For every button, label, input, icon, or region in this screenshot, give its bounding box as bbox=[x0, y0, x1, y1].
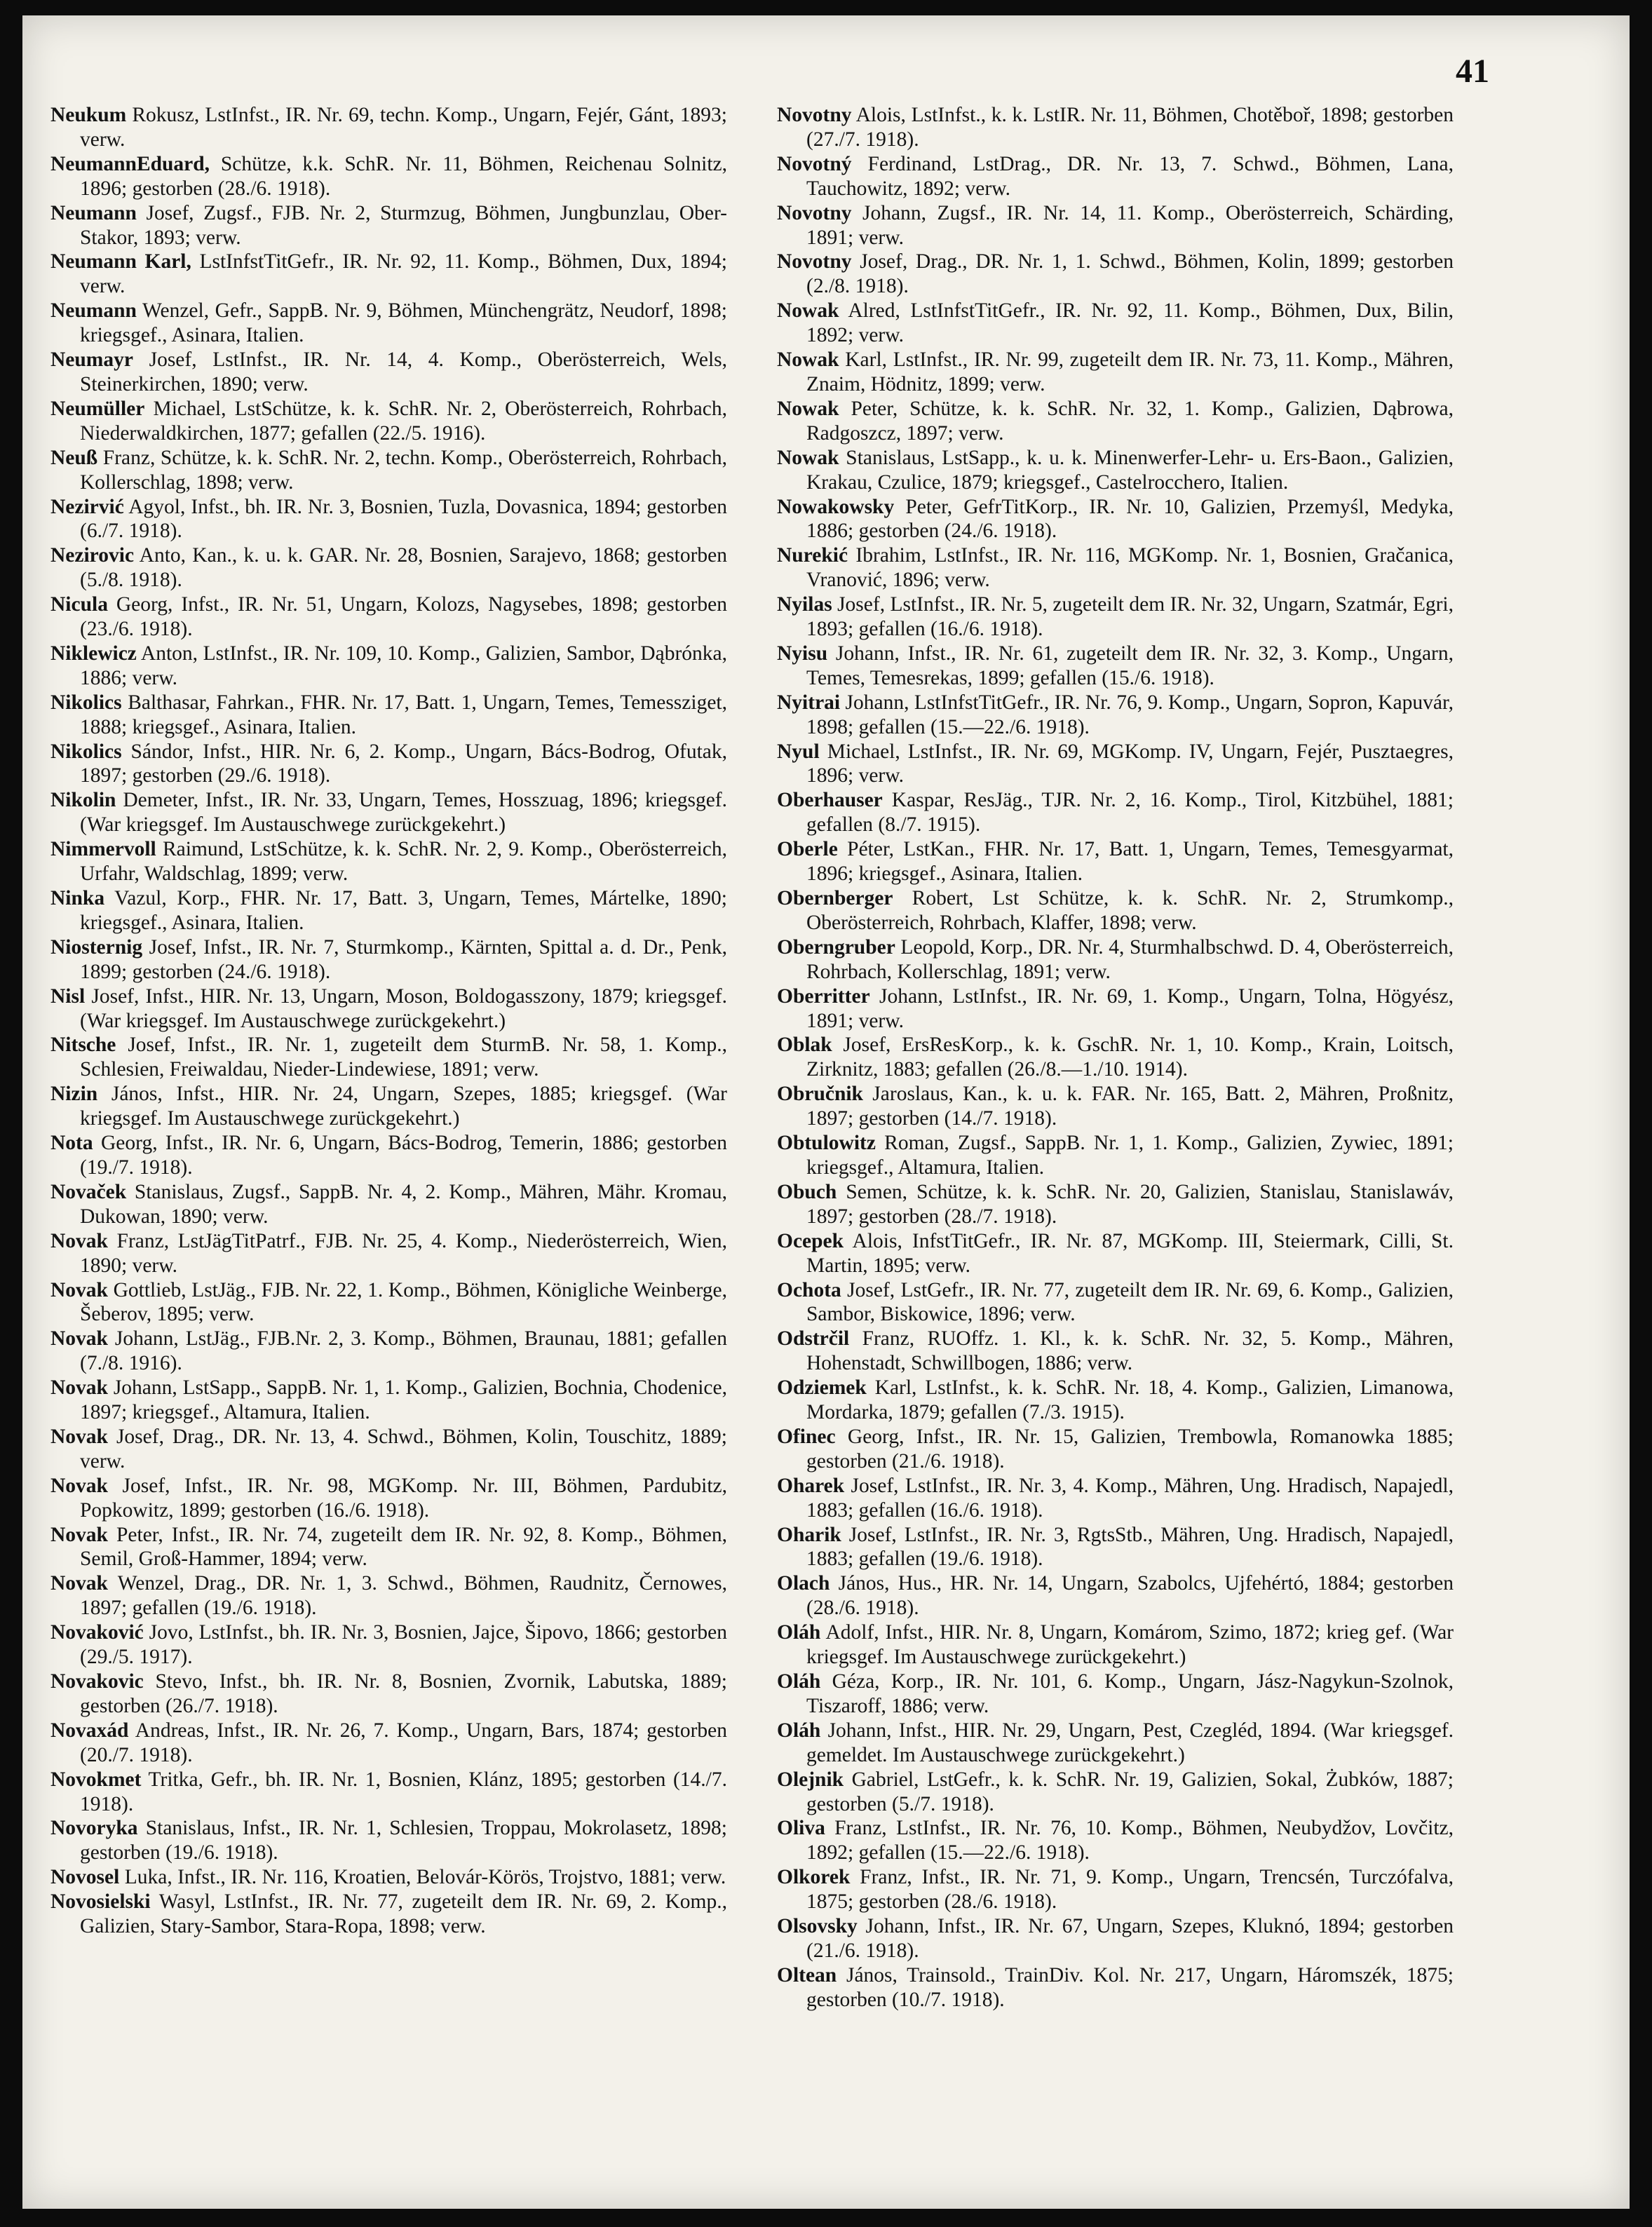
entry-surname: Nitsche bbox=[50, 1034, 116, 1057]
entry-details: Demeter, Infst., IR. Nr. 33, Ungarn, Temes, Hosszuag, 1896; kriegsgef. (War kriegsgef. Im Austauschwege zurückgekehrt.) bbox=[80, 789, 727, 837]
entry-details: Géza, Korp., IR. Nr. 101, 6. Komp., Ungarn, Jász-Nagykun-Szolnok, Tiszaroff, 1886; verw. bbox=[806, 1670, 1454, 1717]
list-entry bbox=[50, 691, 727, 740]
entry-surname: Nezirvić bbox=[50, 495, 124, 518]
list-entry bbox=[50, 837, 727, 886]
list-entry bbox=[777, 740, 1454, 789]
entry-details: Tritka, Gefr., bh. IR. Nr. 1, Bosnien, Klánz, 1895; gestorben (14./7. 1918). bbox=[80, 1768, 727, 1815]
entry-details: Josef, LstGefr., IR. Nr. 77, zugeteilt dem IR. Nr. 69, 6. Komp., Galizien, Sambor, Biskowice, 1896; verw. bbox=[806, 1278, 1454, 1326]
list-entry bbox=[777, 1914, 1454, 1963]
entry-surname: Novakovic bbox=[50, 1670, 144, 1693]
entry-surname: Nikolin bbox=[50, 789, 116, 812]
entry-details: Adolf, Infst., HIR. Nr. 8, Ungarn, Komárom, Szimo, 1872; krieg gef. (War kriegsgef. Im Austauschwege zurückgekehrt.) bbox=[806, 1621, 1454, 1669]
list-entry bbox=[50, 299, 727, 348]
entry-details: Josef, Infst., HIR. Nr. 13, Ungarn, Moson, Boldogasszony, 1879; kriegsgef. (War kriegsgef. Im Austauschwege zurückgekehrt.) bbox=[80, 984, 727, 1032]
list-entry bbox=[777, 1523, 1454, 1572]
entry-details: Semen, Schütze, k. k. SchR. Nr. 20, Galizien, Stanislau, Stanislawáv, 1897; gestorben (28./7. 1918). bbox=[806, 1180, 1454, 1228]
list-entry bbox=[50, 788, 727, 837]
entry-details: Georg, Infst., IR. Nr. 15, Galizien, Trembowla, Romanowka 1885; gestorben (21./6. 1918). bbox=[806, 1425, 1454, 1473]
entry-surname: Odziemek bbox=[777, 1376, 867, 1400]
list-entry bbox=[50, 1033, 727, 1082]
list-entry bbox=[777, 1963, 1454, 2012]
entry-surname: Niklewicz bbox=[50, 642, 137, 665]
entry-surname: Oberritter bbox=[777, 984, 870, 1008]
list-entry bbox=[50, 1719, 727, 1768]
entry-details: Kaspar, ResJäg., TJR. Nr. 2, 16. Komp., Tirol, Kitzbühel, 1881; gefallen (8./7. 1915). bbox=[806, 789, 1454, 837]
list-entry bbox=[50, 1425, 727, 1474]
entry-surname: Nyilas bbox=[777, 593, 832, 616]
entry-surname: Novaxád bbox=[50, 1719, 129, 1742]
entry-details: Franz, Infst., IR. Nr. 71, 9. Komp., Ungarn, Trencsén, Turczófalva, 1875; gestorben (28./6. 1918). bbox=[806, 1866, 1454, 1914]
list-entry bbox=[50, 1620, 727, 1670]
entry-surname: Novak bbox=[50, 1376, 108, 1400]
entry-surname: Oliva bbox=[777, 1817, 825, 1840]
list-entry bbox=[777, 593, 1454, 642]
list-entry bbox=[777, 1425, 1454, 1474]
list-entry bbox=[777, 1571, 1454, 1620]
list-entry bbox=[777, 1278, 1454, 1327]
entry-surname: Nowak bbox=[777, 348, 839, 372]
entry-surname: Niosternig bbox=[50, 935, 143, 959]
entry-surname: Ofinec bbox=[777, 1425, 836, 1448]
entry-details: Josef, Drag., DR. Nr. 13, 4. Schwd., Böhmen, Kolin, Touschitz, 1889; verw. bbox=[80, 1425, 727, 1473]
list-entry bbox=[50, 1523, 727, 1572]
list-entry bbox=[50, 1768, 727, 1817]
entry-surname: Nota bbox=[50, 1132, 93, 1155]
entry-details: Josef, Infst., IR. Nr. 98, MGKomp. Nr. III, Böhmen, Pardubitz, Popkowitz, 1899; gestorben (16./6. 1918). bbox=[80, 1474, 727, 1522]
list-entry bbox=[777, 984, 1454, 1034]
entry-surname: Obuch bbox=[777, 1180, 837, 1203]
list-entry bbox=[50, 1474, 727, 1523]
list-entry bbox=[50, 1376, 727, 1425]
list-entry bbox=[50, 397, 727, 446]
entry-details: Josef, Infst., IR. Nr. 7, Sturmkomp., Kärnten, Spittal a. d. Dr., Penk, 1899; gestorben (24./6. 1918). bbox=[80, 935, 727, 983]
entry-surname: Oláh bbox=[777, 1621, 821, 1644]
list-entry bbox=[50, 1278, 727, 1327]
entry-surname: Obručnik bbox=[777, 1083, 863, 1106]
entry-surname: Neumüller bbox=[50, 397, 145, 420]
list-entry bbox=[50, 984, 727, 1034]
list-entry bbox=[777, 1082, 1454, 1131]
entry-surname: Novosielski bbox=[50, 1890, 151, 1914]
list-entry bbox=[777, 1474, 1454, 1523]
entry-surname: Nikolics bbox=[50, 740, 122, 763]
list-entry bbox=[50, 1890, 727, 1939]
entry-surname: Olejnik bbox=[777, 1768, 844, 1791]
entry-surname: Novotny bbox=[777, 104, 852, 126]
entry-details: Franz, LstJägTitPatrf., FJB. Nr. 25, 4. Komp., Niederösterreich, Wien, 1890; verw. bbox=[80, 1229, 727, 1277]
list-entry bbox=[777, 397, 1454, 446]
entry-details: Stanislaus, Zugsf., SappB. Nr. 4, 2. Komp., Mähren, Mähr. Kromau, Dukowan, 1890; verw. bbox=[80, 1180, 727, 1228]
entry-surname: Obtulowitz bbox=[777, 1132, 876, 1155]
entry-surname: Neumann bbox=[50, 201, 137, 224]
entry-details: Josef, Drag., DR. Nr. 1, 1. Schwd., Böhmen, Kolin, 1899; gestorben (2./8. 1918). bbox=[806, 250, 1454, 298]
entry-surname: Nicula bbox=[50, 593, 108, 616]
entry-surname: Neumann bbox=[50, 299, 137, 323]
entry-details: Peter, Schütze, k. k. SchR. Nr. 32, 1. Komp., Galizien, Dąbrowa, Radgoszcz, 1897; verw. bbox=[806, 397, 1454, 445]
list-entry bbox=[50, 103, 727, 152]
list-entry bbox=[50, 1670, 727, 1719]
list-entry bbox=[50, 250, 727, 299]
entry-details: János, Infst., HIR. Nr. 24, Ungarn, Szepes, 1885; kriegsgef. (War kriegsgef. Im Austauschwege zurückgekehrt.) bbox=[80, 1083, 727, 1130]
entry-surname: Obernberger bbox=[777, 887, 893, 909]
entry-details: János, Trainsold., TrainDiv. Kol. Nr. 217, Ungarn, Háromszék, 1875; gestorben (10./7. 1918). bbox=[806, 1963, 1454, 2011]
entry-details: Vazul, Korp., FHR. Nr. 17, Batt. 3, Ungarn, Temes, Mártelke, 1890; kriegsgef., Asinara, Italien. bbox=[80, 887, 727, 934]
list-entry bbox=[777, 543, 1454, 593]
entry-surname: Ocepek bbox=[777, 1229, 844, 1252]
entry-surname: Oltean bbox=[777, 1963, 837, 1986]
entry-surname: Nowak bbox=[777, 397, 839, 420]
entry-details: Johann, LstJäg., FJB.Nr. 2, 3. Komp., Böhmen, Braunau, 1881; gefallen (7./8. 1916). bbox=[80, 1327, 727, 1375]
entry-surname: Novosel bbox=[50, 1866, 120, 1889]
entry-details: Karl, LstInfst., IR. Nr. 99, zugeteilt dem IR. Nr. 73, 11. Komp., Mähren, Znaim, Hödnitz, 1899; verw. bbox=[806, 348, 1454, 395]
entry-details: Michael, LstSchütze, k. k. SchR. Nr. 2, Oberösterreich, Rohrbach, Niederwaldkirchen, 1877; gefallen (22./5. 1916). bbox=[80, 397, 727, 445]
entry-surname: Neuß bbox=[50, 446, 98, 469]
list-entry bbox=[50, 1082, 727, 1131]
entry-surname: Nezirovic bbox=[50, 544, 135, 567]
entry-details: Georg, Infst., IR. Nr. 6, Ungarn, Bács-Bodrog, Temerin, 1886; gestorben (19./7. 1918). bbox=[80, 1132, 727, 1179]
list-entry bbox=[50, 1865, 727, 1890]
entry-details: Johann, Zugsf., IR. Nr. 14, 11. Komp., Oberösterreich, Schärding, 1891; verw. bbox=[806, 201, 1454, 249]
entry-details: Anton, LstInfst., IR. Nr. 109, 10. Komp., Galizien, Sambor, Dąbrónka, 1886; verw. bbox=[80, 642, 727, 689]
list-entry bbox=[777, 1131, 1454, 1180]
entry-surname: Novaček bbox=[50, 1180, 127, 1203]
entry-surname: Nyitrai bbox=[777, 691, 841, 714]
entry-details: Michael, LstInfst., IR. Nr. 69, MGKomp. IV, Ungarn, Fejér, Pusztaegres, 1896; verw. bbox=[806, 740, 1454, 787]
entry-surname: Oberle bbox=[777, 838, 838, 861]
entry-details: Josef, Zugsf., FJB. Nr. 2, Sturmzug, Böhmen, Jungbunzlau, Ober-Stakor, 1893; verw. bbox=[80, 201, 727, 249]
list-entry bbox=[777, 299, 1454, 348]
entry-surname: Oláh bbox=[777, 1670, 821, 1693]
list-entry bbox=[777, 495, 1454, 544]
entry-details: Peter, Infst., IR. Nr. 74, zugeteilt dem IR. Nr. 92, 8. Komp., Böhmen, Semil, Groß-Hammer, 1894; verw. bbox=[80, 1523, 727, 1571]
entry-surname: Olsovsky bbox=[777, 1915, 858, 1938]
entry-surname: Nowak bbox=[777, 299, 839, 323]
entry-details: Josef, LstInfst., IR. Nr. 3, RgtsStb., Mähren, Ung. Hradisch, Napajedl, 1883; gefallen (19./6. 1918). bbox=[806, 1523, 1454, 1571]
entry-surname: Novak bbox=[50, 1278, 108, 1301]
entry-details: Alois, InfstTitGefr., IR. Nr. 87, MGKomp. III, Steiermark, Cilli, St. Martin, 1895; verw. bbox=[806, 1229, 1454, 1277]
entry-details: Johann, Infst., IR. Nr. 61, zugeteilt dem IR. Nr. 32, 3. Komp., Ungarn, Temes, Temesrekas, 1899; gefallen (15./6. 1918). bbox=[806, 642, 1454, 689]
entry-surname: Nisl bbox=[50, 984, 86, 1008]
entry-surname: Oberhauser bbox=[777, 789, 883, 812]
page-number: 41 bbox=[1456, 53, 1489, 90]
list-entry bbox=[777, 837, 1454, 886]
entry-surname: Novak bbox=[50, 1229, 108, 1252]
entry-surname: Novak bbox=[50, 1327, 108, 1351]
right-column bbox=[777, 103, 1454, 2012]
list-entry bbox=[50, 1327, 727, 1376]
entry-surname: Nimmervoll bbox=[50, 838, 156, 861]
entry-details: Raimund, LstSchütze, k. k. SchR. Nr. 2, 9. Komp., Oberösterreich, Urfahr, Waldschlag, 1899; verw. bbox=[80, 838, 727, 886]
list-entry bbox=[777, 201, 1454, 250]
entry-surname: Neumann Karl, bbox=[50, 250, 191, 273]
entry-surname: Oharik bbox=[777, 1523, 841, 1546]
list-entry bbox=[777, 1033, 1454, 1082]
entry-details: Peter, GefrTitKorp., IR. Nr. 10, Galizien, Przemyśl, Medyka, 1886; gestorben (24./6. 1918). bbox=[806, 495, 1454, 543]
entry-details: Anto, Kan., k. u. k. GAR. Nr. 28, Bosnien, Sarajevo, 1868; gestorben (5./8. 1918). bbox=[80, 544, 727, 592]
list-entry bbox=[777, 152, 1454, 201]
list-entry bbox=[777, 1229, 1454, 1278]
entry-details: Stanislaus, Infst., IR. Nr. 1, Schlesien, Troppau, Mokrolasetz, 1898; gestorben (19./6. 1918). bbox=[80, 1817, 727, 1864]
list-entry bbox=[777, 1620, 1454, 1670]
entry-details: Alred, LstInfstTitGefr., IR. Nr. 92, 11. Komp., Böhmen, Dux, Bilin, 1892; verw. bbox=[806, 299, 1454, 347]
entry-details: Gabriel, LstGefr., k. k. SchR. Nr. 19, Galizien, Sokal, Żubków, 1887; gestorben (5./7. 1918). bbox=[806, 1768, 1454, 1815]
list-entry bbox=[777, 642, 1454, 691]
entry-surname: Novak bbox=[50, 1425, 108, 1448]
list-entry bbox=[777, 348, 1454, 397]
entry-details: Robert, Lst Schütze, k. k. SchR. Nr. 2, Strumkomp., Oberösterreich, Rohrbach, Klaffer, 1898; verw. bbox=[806, 887, 1454, 934]
document-page bbox=[22, 15, 1630, 2209]
list-entry bbox=[777, 1865, 1454, 1914]
entry-details: Wasyl, LstInfst., IR. Nr. 77, zugeteilt dem IR. Nr. 69, 2. Komp., Galizien, Stary-Sambor, Stara-Ropa, 1898; verw. bbox=[80, 1890, 727, 1938]
entry-details: Josef, ErsResKorp., k. k. GschR. Nr. 1, 10. Komp., Krain, Loitsch, Zirknitz, 1883; gefallen (26./8.—1./10. 1914). bbox=[806, 1034, 1454, 1081]
entry-surname: Novotný bbox=[777, 152, 852, 175]
entry-details: Franz, LstInfst., IR. Nr. 76, 10. Komp., Böhmen, Neubydžov, Lovčitz, 1892; gefallen (15.—22./6. 1918). bbox=[806, 1817, 1454, 1864]
entry-details: Schütze, k.k. SchR. Nr. 11, Böhmen, Reichenau Solnitz, 1896; gestorben (28./6. 1918). bbox=[80, 152, 727, 200]
list-entry bbox=[777, 935, 1454, 984]
list-entry bbox=[777, 1719, 1454, 1768]
entry-details: Franz, Schütze, k. k. SchR. Nr. 2, techn. Komp., Oberösterreich, Rohrbach, Kollerschlag, 1898; verw. bbox=[80, 446, 727, 494]
entry-surname: Nikolics bbox=[50, 691, 122, 714]
list-entry bbox=[50, 201, 727, 250]
list-entry bbox=[50, 642, 727, 691]
left-column bbox=[50, 103, 727, 1939]
entry-surname: Novokmet bbox=[50, 1768, 142, 1791]
entry-surname: Oberngruber bbox=[777, 935, 895, 959]
entry-surname: NeumannEduard, bbox=[50, 152, 210, 175]
entry-details: Luka, Infst., IR. Nr. 116, Kroatien, Belovár-Körös, Trojstvo, 1881; verw. bbox=[119, 1866, 726, 1889]
entry-details: LstInfstTitGefr., IR. Nr. 92, 11. Komp., Böhmen, Dux, 1894; verw. bbox=[80, 250, 727, 298]
list-entry bbox=[777, 1376, 1454, 1425]
entry-details: Stevo, Infst., bh. IR. Nr. 8, Bosnien, Zvornik, Labutska, 1889; gestorben (26./7. 1918). bbox=[80, 1670, 727, 1717]
list-entry bbox=[777, 1180, 1454, 1229]
entry-details: Ibrahim, LstInfst., IR. Nr. 116, MGKomp. Nr. 1, Bosnien, Gračanica, Vranović, 1896; verw. bbox=[806, 544, 1454, 592]
entry-details: Balthasar, Fahrkan., FHR. Nr. 17, Batt. 1, Ungarn, Temes, Temessziget, 1888; kriegsgef., Asinara, Italien. bbox=[80, 691, 727, 738]
entry-details: Johann, LstInfst., IR. Nr. 69, 1. Komp., Ungarn, Tolna, Högyész, 1891; verw. bbox=[806, 984, 1454, 1032]
entry-surname: Novoryka bbox=[50, 1817, 138, 1840]
list-entry bbox=[50, 543, 727, 593]
list-entry bbox=[50, 495, 727, 544]
list-entry bbox=[777, 103, 1454, 152]
entry-details: Jaroslaus, Kan., k. u. k. FAR. Nr. 165, Batt. 2, Mähren, Proßnitz, 1897; gestorben (14./7. 1918). bbox=[806, 1083, 1454, 1130]
entry-surname: Olach bbox=[777, 1572, 830, 1595]
list-entry bbox=[777, 886, 1454, 935]
list-entry bbox=[777, 250, 1454, 299]
entry-details: Georg, Infst., IR. Nr. 51, Ungarn, Kolozs, Nagysebes, 1898; gestorben (23./6. 1918). bbox=[80, 593, 727, 641]
entry-details: Johann, Infst., IR. Nr. 67, Ungarn, Szepes, Kluknó, 1894; gestorben (21./6. 1918). bbox=[806, 1915, 1454, 1962]
entry-surname: Novotny bbox=[777, 201, 852, 224]
list-entry bbox=[777, 788, 1454, 837]
entry-surname: Nyul bbox=[777, 740, 820, 763]
list-entry bbox=[50, 886, 727, 935]
entry-surname: Odstrčil bbox=[777, 1327, 850, 1351]
list-entry bbox=[50, 1816, 727, 1865]
list-entry bbox=[50, 1180, 727, 1229]
entry-details: Ferdinand, LstDrag., DR. Nr. 13, 7. Schwd., Böhmen, Lana, Tauchowitz, 1892; verw. bbox=[806, 152, 1454, 200]
entry-details: Roman, Zugsf., SappB. Nr. 1, 1. Komp., Galizien, Zywiec, 1891; kriegsgef., Altamura, Italien. bbox=[806, 1132, 1454, 1179]
list-entry bbox=[50, 1229, 727, 1278]
entry-surname: Neumayr bbox=[50, 348, 133, 372]
entry-surname: Nowak bbox=[777, 446, 839, 469]
list-entry bbox=[777, 691, 1454, 740]
entry-surname: Novak bbox=[50, 1523, 108, 1546]
entry-details: Alois, LstInfst., k. k. LstIR. Nr. 11, Böhmen, Chotěboř, 1898; gestorben (27./7. 1918). bbox=[806, 104, 1454, 151]
list-entry bbox=[50, 935, 727, 984]
entry-surname: Novak bbox=[50, 1474, 108, 1497]
entry-details: Rokusz, LstInfst., IR. Nr. 69, techn. Komp., Ungarn, Fejér, Gánt, 1893; verw. bbox=[80, 104, 727, 151]
list-entry bbox=[50, 593, 727, 642]
entry-details: Jovo, LstInfst., bh. IR. Nr. 3, Bosnien, Jajce, Šipovo, 1866; gestorben (29./5. 1917). bbox=[80, 1621, 727, 1669]
entry-details: Josef, LstInfst., IR. Nr. 5, zugeteilt dem IR. Nr. 32, Ungarn, Szatmár, Egri, 1893; gefallen (16./6. 1918). bbox=[806, 593, 1454, 641]
entry-surname: Oblak bbox=[777, 1034, 832, 1057]
entry-details: Josef, LstInfst., IR. Nr. 3, 4. Komp., Mähren, Ung. Hradisch, Napajedl, 1883; gefallen (16./6. 1918). bbox=[806, 1474, 1454, 1522]
entry-details: Franz, RUOffz. 1. Kl., k. k. SchR. Nr. 32, 5. Komp., Mähren, Hohenstadt, Schwillbogen, 1886; verw. bbox=[806, 1327, 1454, 1375]
entry-details: Agyol, Infst., bh. IR. Nr. 3, Bosnien, Tuzla, Dovasnica, 1894; gestorben (6./7. 1918). bbox=[80, 495, 727, 543]
list-entry bbox=[777, 446, 1454, 495]
entry-surname: Ninka bbox=[50, 887, 105, 909]
entry-details: Stanislaus, LstSapp., k. u. k. Minenwerfer-Lehr- u. Ers-Baon., Galizien, Krakau, Czulice, 1879; kriegsgef., Castelrocchero, Italien. bbox=[806, 446, 1454, 494]
entry-details: Johann, LstInfstTitGefr., IR. Nr. 76, 9. Komp., Ungarn, Sopron, Kapuvár, 1898; gefallen (15.—22./6. 1918). bbox=[806, 691, 1454, 738]
entry-details: Josef, Infst., IR. Nr. 1, zugeteilt dem SturmB. Nr. 58, 1. Komp., Schlesien, Freiwaldau, Nieder-Lindewiese, 1891; verw. bbox=[80, 1034, 727, 1081]
entry-surname: Oharek bbox=[777, 1474, 845, 1497]
entry-details: Gottlieb, LstJäg., FJB. Nr. 22, 1. Komp., Böhmen, Königliche Weinberge, Šeberov, 1895; verw. bbox=[80, 1278, 727, 1326]
entry-details: Leopold, Korp., DR. Nr. 4, Sturmhalbschwd. D. 4, Oberösterreich, Rohrbach, Kollerschlag, 1891; verw. bbox=[806, 935, 1454, 983]
entry-surname: Nowakowsky bbox=[777, 495, 895, 518]
entry-details: Sándor, Infst., HIR. Nr. 6, 2. Komp., Ungarn, Bács-Bodrog, Ofutak, 1897; gestorben (29./6. 1918). bbox=[80, 740, 727, 787]
list-entry bbox=[777, 1816, 1454, 1865]
entry-details: Johann, Infst., HIR. Nr. 29, Ungarn, Pest, Czegléd, 1894. (War kriegsgef. gemeldet. Im Austauschwege zurückgekehrt.) bbox=[806, 1719, 1454, 1766]
entry-details: Wenzel, Gefr., SappB. Nr. 9, Böhmen, Münchengrätz, Neudorf, 1898; kriegsgef., Asinara, Italien. bbox=[80, 299, 727, 347]
entry-details: Johann, LstSapp., SappB. Nr. 1, 1. Komp., Galizien, Bochnia, Chodenice, 1897; kriegsgef., Altamura, Italien. bbox=[80, 1376, 727, 1424]
entry-surname: Olkorek bbox=[777, 1866, 851, 1889]
entry-surname: Novaković bbox=[50, 1621, 144, 1644]
list-entry bbox=[777, 1768, 1454, 1817]
entry-details: Wenzel, Drag., DR. Nr. 1, 3. Schwd., Böhmen, Raudnitz, Černowes, 1897; gefallen (19./6. 1918). bbox=[80, 1572, 727, 1620]
entry-details: Péter, LstKan., FHR. Nr. 17, Batt. 1, Ungarn, Temes, Temesgyarmat, 1896; kriegsgef., Asinara, Italien. bbox=[806, 838, 1454, 886]
entry-surname: Nyisu bbox=[777, 642, 828, 665]
entry-surname: Novak bbox=[50, 1572, 108, 1595]
entry-details: Andreas, Infst., IR. Nr. 26, 7. Komp., Ungarn, Bars, 1874; gestorben (20./7. 1918). bbox=[80, 1719, 727, 1766]
entry-surname: Nizin bbox=[50, 1083, 98, 1106]
entry-details: János, Hus., HR. Nr. 14, Ungarn, Szabolcs, Ujfehértó, 1884; gestorben (28./6. 1918). bbox=[806, 1572, 1454, 1620]
entry-surname: Nurekić bbox=[777, 544, 848, 567]
list-entry bbox=[50, 152, 727, 201]
entry-surname: Neukum bbox=[50, 104, 127, 126]
list-entry bbox=[50, 740, 727, 789]
list-entry bbox=[777, 1327, 1454, 1376]
entry-details: Karl, LstInfst., k. k. SchR. Nr. 18, 4. Komp., Galizien, Limanowa, Mordarka, 1879; gefallen (7./3. 1915). bbox=[806, 1376, 1454, 1424]
entry-details: Josef, LstInfst., IR. Nr. 14, 4. Komp., Oberösterreich, Wels, Steinerkirchen, 1890; verw. bbox=[80, 348, 727, 395]
entry-surname: Oláh bbox=[777, 1719, 821, 1742]
list-entry bbox=[777, 1670, 1454, 1719]
list-entry bbox=[50, 1571, 727, 1620]
entry-surname: Novotny bbox=[777, 250, 852, 273]
list-entry bbox=[50, 1131, 727, 1180]
entry-surname: Ochota bbox=[777, 1278, 841, 1301]
list-entry bbox=[50, 446, 727, 495]
list-entry bbox=[50, 348, 727, 397]
